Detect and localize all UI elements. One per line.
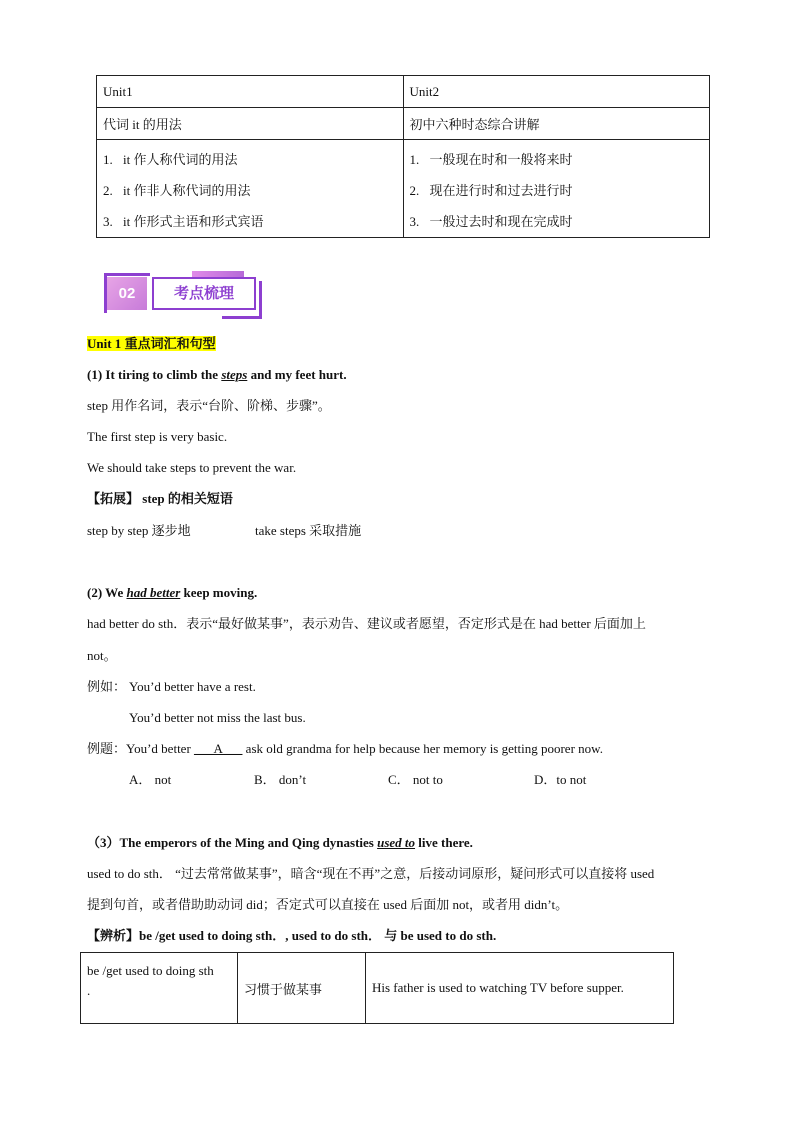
point1-example-2: We should take steps to prevent the war. — [87, 460, 297, 475]
point1-phrase-2: take steps 采取措施 — [255, 523, 362, 538]
point1-extend: 【拓展】 step 的相关短语 — [87, 491, 233, 506]
unit-heading: Unit 1 重点词汇和句型 — [87, 336, 216, 351]
section-title: 考点梳理 — [152, 277, 256, 310]
list-item: 3. it 作形式主语和形式宾语 — [103, 214, 264, 229]
point2-explain-2: not。 — [87, 648, 117, 663]
point2-sentence: (2) We had better keep moving. — [87, 585, 258, 600]
option-c: C． not to — [388, 772, 443, 787]
point2-question: 例题：You’d better ___A___ ask old grandma for help because her memory is getting poorer now. — [87, 741, 603, 756]
keyword: used to — [377, 835, 416, 850]
list-item: 1. it 作人称代词的用法 — [103, 152, 238, 167]
option-b: B． don’t — [254, 772, 307, 787]
point2-example-1: You’d better have a rest. — [129, 679, 256, 694]
list-item: 3. 一般过去时和现在完成时 — [409, 214, 573, 229]
unit1-header: Unit1 — [97, 76, 404, 108]
example-cell: His father is used to watching TV before supper. — [366, 953, 674, 1024]
section-badge — [104, 273, 264, 319]
unit1-items — [97, 140, 404, 238]
option-d: D．to not — [534, 772, 587, 787]
point1-sentence: (1) It tiring to climb the steps and my feet hurt. — [87, 367, 347, 382]
point1-example-1: The first step is very basic. — [87, 429, 228, 444]
meaning-cell: 习惯于做某事 — [238, 953, 366, 1024]
section-number: 02 — [107, 277, 147, 310]
keyword: had better — [126, 585, 181, 600]
point2-explain-1: had better do sth．表示“最好做某事”，表示劝告、建议或者愿望，否定形式是在 had better 后面加上 — [87, 616, 646, 631]
point1-phrase-1: step by step 逐步地 — [87, 523, 191, 538]
point3-explain-2: 提到句首，或者借助助动词 did；否定式可以直接在 used 后面加 not，或者用 didn’t。 — [87, 897, 569, 912]
point3-parse: 【辨析】be /get used to doing sth．, used to do sth． 与 be used to do sth. — [87, 928, 497, 943]
option-a: A． not — [129, 772, 172, 787]
comparison-table — [80, 952, 674, 1024]
point1-explain: step 用作名词，表示“台阶、阶梯、步骤”。 — [87, 398, 331, 413]
unit1-topic: 代词 it 的用法 — [97, 108, 404, 140]
point3-sentence: （3）The emperors of the Ming and Qing dynasties used to live there. — [87, 835, 473, 850]
unit-heading-title: 重点词汇和句型 — [121, 336, 215, 351]
list-item: 1. 一般现在时和一般将来时 — [409, 152, 573, 167]
list-item: 2. it 作非人称代词的用法 — [103, 183, 251, 198]
units-table — [96, 75, 710, 238]
answer-blank: ___A___ — [194, 741, 243, 756]
list-item: 2. 现在进行时和过去进行时 — [409, 183, 573, 198]
point2-example-label: 例如： — [87, 679, 127, 694]
unit2-items — [403, 140, 710, 238]
phrase-cell: be /get used to doing sth . — [81, 953, 238, 1024]
keyword: steps — [221, 367, 248, 382]
unit2-header: Unit2 — [403, 76, 710, 108]
unit2-topic: 初中六种时态综合讲解 — [403, 108, 710, 140]
point2-example-2: You’d better not miss the last bus. — [129, 710, 306, 725]
point3-explain-1: used to do sth． “过去常常做某事”，暗含“现在不再”之意，后接动词原形，疑问形式可以直接将 used — [87, 866, 655, 881]
